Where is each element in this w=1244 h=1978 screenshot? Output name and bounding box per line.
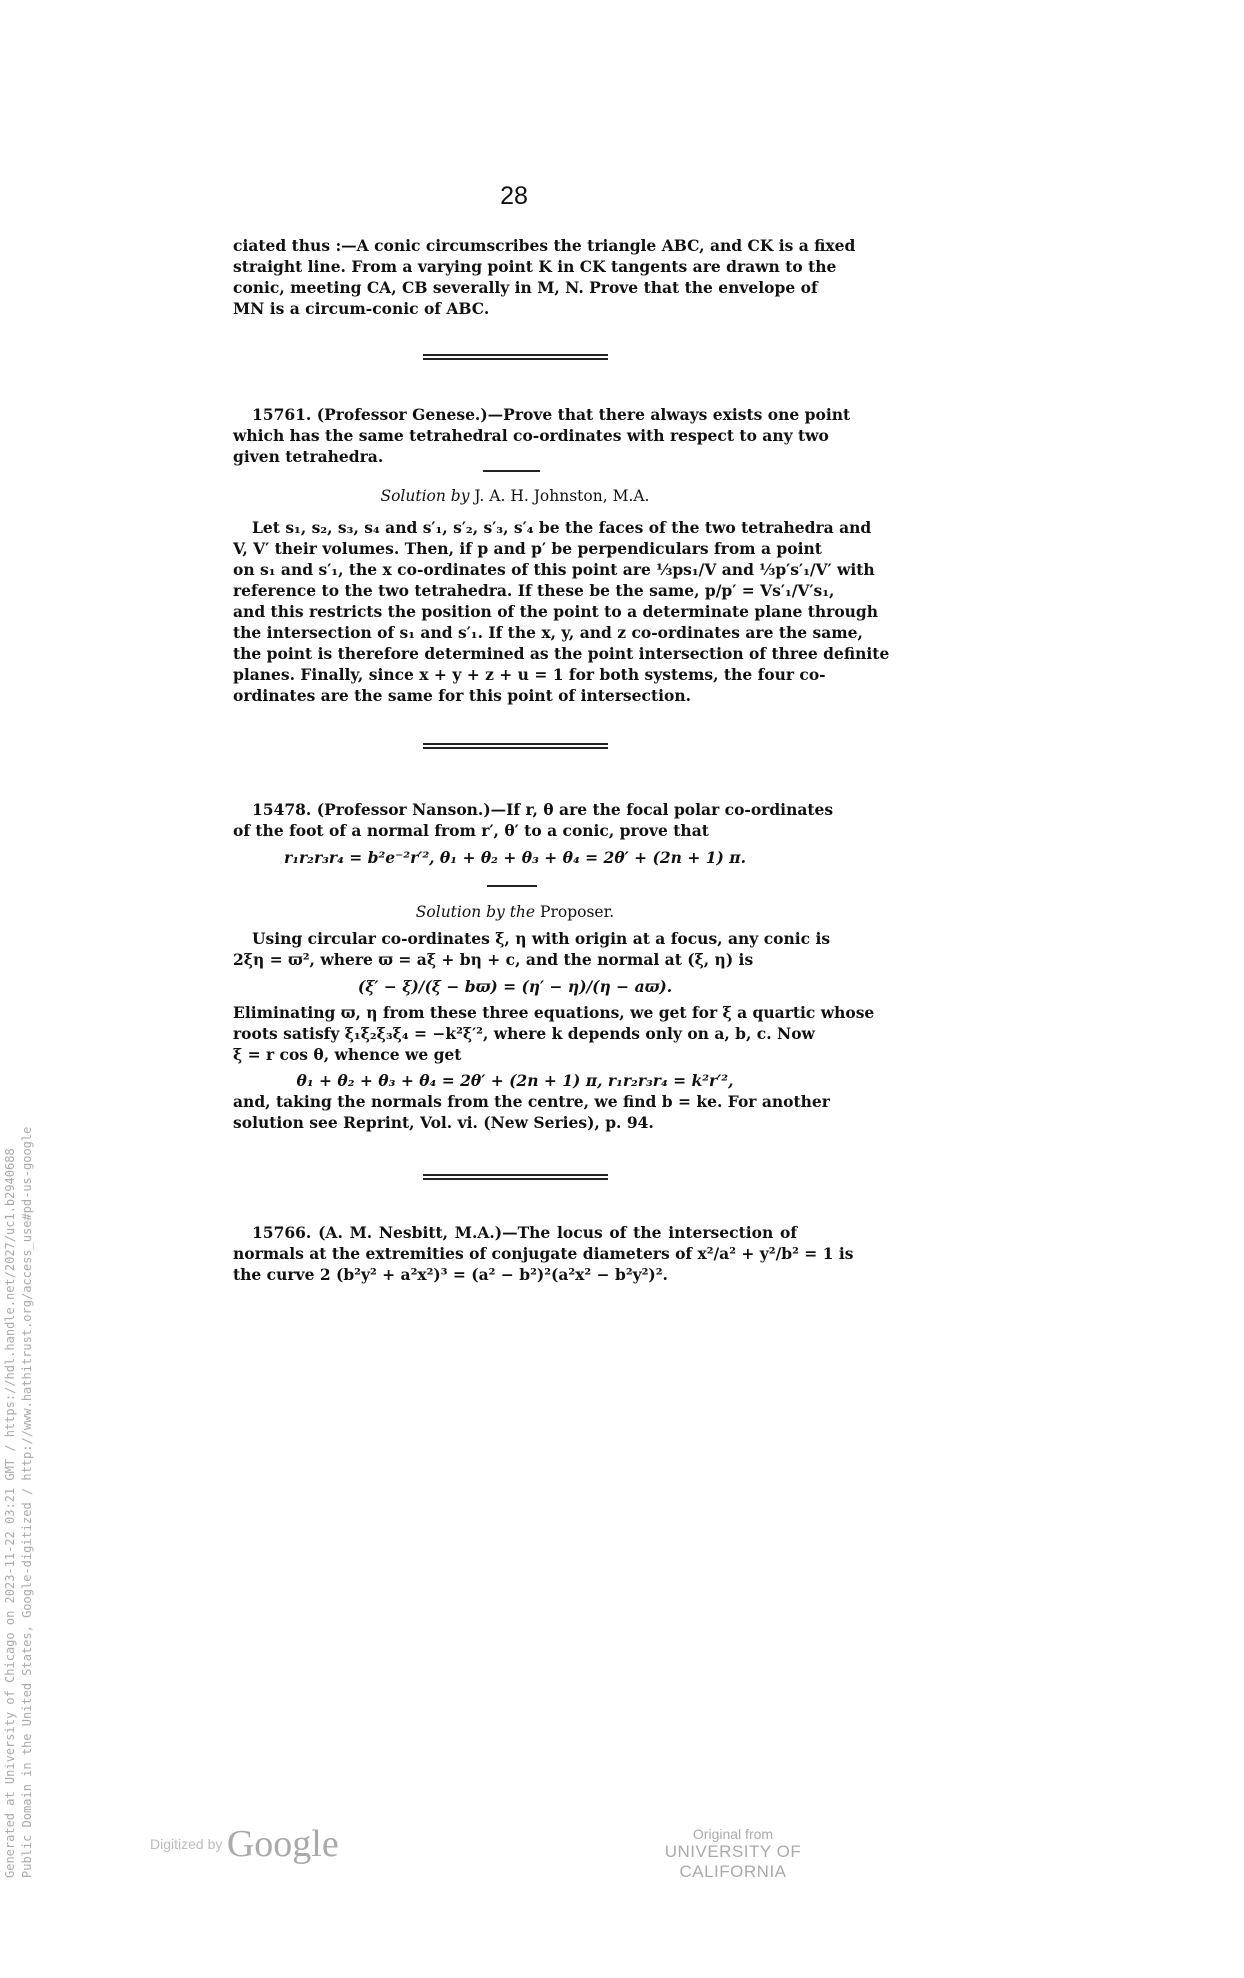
text-line: ordinates are the same for this point of intersection. — [233, 686, 691, 705]
solution-prefix: Solution by — [380, 487, 470, 505]
question-text: (A. M. Nesbitt, M.A.)—The locus of the intersection of — [318, 1223, 797, 1242]
text-line: planes. Finally, since x + y + z + u = 1 for both systems, the four co- — [233, 665, 826, 684]
short-divider — [483, 470, 540, 472]
digitized-by-google — [150, 1822, 339, 1866]
question-15766-line — [252, 1222, 797, 1243]
text-line: solution see Reprint, Vol. vi. (New Series), p. 94. — [233, 1113, 654, 1132]
text-line: the curve 2 (b²y² + a²x²)³ = (a² − b²)²(a²x² − b²y²)². — [233, 1265, 668, 1284]
digitized-by-label: Digitized by — [150, 1836, 223, 1852]
solution-prefix: Solution by the — [415, 903, 536, 921]
question-number: 15478. — [252, 800, 312, 819]
question-number: 15766. — [252, 1223, 312, 1242]
text-line: of the foot of a normal from r′, θ′ to a conic, prove that — [233, 821, 709, 840]
page-number: 28 — [500, 182, 528, 210]
text-line: V, V′ their volumes. Then, if p and p′ be perpendiculars from a point — [233, 539, 822, 558]
question-15761-line — [252, 404, 851, 425]
solution-heading — [233, 902, 797, 923]
text-line: 2ξη = ϖ², where ϖ = aξ + bη + c, and the normal at (ξ, η) is — [233, 950, 754, 969]
watermark-line: Generated at University of Chicago on 2023-11-22 03:21 GMT / https://hdl.handle.net/2027/uc1.b2940688 — [3, 1148, 17, 1878]
text-line: and, taking the normals from the centre, we find b = ke. For another — [233, 1092, 830, 1111]
original-from-label: Original from — [692, 1826, 774, 1842]
institution-name: UNIVERSITY OF CALIFORNIA — [664, 1842, 802, 1881]
formula: r₁r₂r₃r₄ = b²e⁻²r′², θ₁ + θ₂ + θ₃ + θ₄ = 2θ′ + (2n + 1) π. — [284, 848, 746, 867]
solution-heading — [233, 486, 797, 507]
watermark-line: Public Domain in the United States, Google-digitized / http://www.hathitrust.org/access_use#pd-us-google — [20, 1126, 34, 1878]
section-divider — [423, 354, 608, 360]
question-15478-line — [252, 799, 834, 820]
formula: (ξ′ − ξ)/(ξ − bϖ) = (η′ − η)/(η − aϖ). — [357, 977, 673, 996]
text-line: the point is therefore determined as the point intersection of three definite — [233, 644, 890, 663]
text-line: and this restricts the position of the point to a determinate plane through — [233, 602, 879, 621]
text-line: normals at the extremities of conjugate diameters of x²/a² + y²/b² = 1 is — [233, 1244, 854, 1263]
text-line: conic, meeting CA, CB severally in M, N. Prove that the envelope of — [233, 278, 818, 297]
text-line: ξ = r cos θ, whence we get — [233, 1045, 462, 1064]
text-line: Using circular co-ordinates ξ, η with origin at a focus, any conic is — [252, 929, 831, 948]
text-line: the intersection of s₁ and s′₁. If the x, y, and z co-ordinates are the same, — [233, 623, 863, 642]
text-line: which has the same tetrahedral co-ordinates with respect to any two — [233, 426, 829, 445]
question-text: (Professor Nanson.)—If r, θ are the focal polar co-ordinates — [316, 800, 834, 819]
text-line: given tetrahedra. — [233, 447, 384, 466]
section-divider — [423, 743, 608, 749]
original-from — [620, 1826, 846, 1882]
text-line: ciated thus :—A conic circumscribes the triangle ABC, and CK is a fixed — [233, 236, 856, 255]
text-line: MN is a circum-conic of ABC. — [233, 299, 490, 318]
text-line: Eliminating ϖ, η from these three equations, we get for ξ a quartic whose — [233, 1003, 875, 1022]
question-number: 15761. — [252, 405, 312, 424]
google-logo: Google — [226, 1823, 339, 1865]
formula: θ₁ + θ₂ + θ₃ + θ₄ = 2θ′ + (2n + 1) π, r₁r₂r₃r₄ = k²r′², — [296, 1071, 734, 1090]
text-line: on s₁ and s′₁, the x co-ordinates of this point are ⅓ps₁/V and ⅓p′s′₁/V′ with — [233, 560, 875, 579]
text-line: reference to the two tetrahedra. If these be the same, p/p′ = Vs′₁/V′s₁, — [233, 581, 835, 600]
solution-author: Proposer. — [540, 903, 615, 921]
short-divider — [487, 885, 537, 887]
question-text: (Professor Genese.)—Prove that there always exists one point — [316, 405, 851, 424]
section-divider — [423, 1174, 608, 1180]
solution-author: J. A. H. Johnston, M.A. — [474, 487, 650, 505]
text-line: Let s₁, s₂, s₃, s₄ and s′₁, s′₂, s′₃, s′₄ be the faces of the two tetrahedra and — [252, 518, 872, 537]
text-line: straight line. From a varying point K in CK tangents are drawn to the — [233, 257, 837, 276]
text-line: roots satisfy ξ₁ξ₂ξ₃ξ₄ = −k²ξ′², where k depends only on a, b, c. Now — [233, 1024, 815, 1043]
